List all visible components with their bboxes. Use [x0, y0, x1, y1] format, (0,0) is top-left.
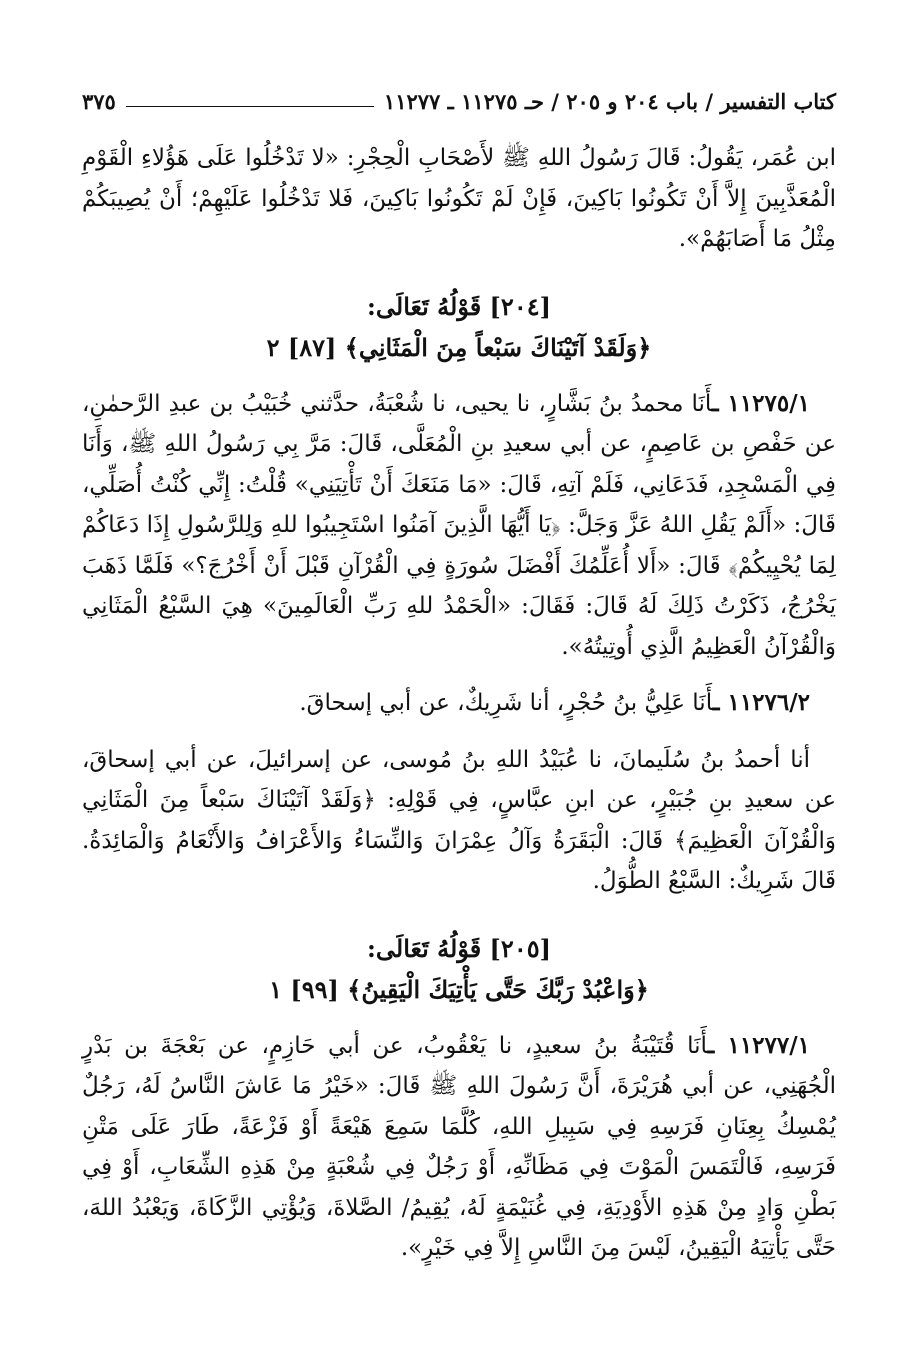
- hadith-11277-text: أَنَا قُتَيْبَةُ بنُ سعيدٍ، نا يَعْقُوبُ، عن أبي حَازِمٍ، عن بَعْجَةَ بن بَدْرٍ الْجُهَنِي، عن أبي هُرَيْرَةَ، أَنَّ رَسُولَ اللهِ ﷺ قَالَ: «خَيْرُ مَا عَاشَ النَّاسُ لَهُ، رَجُلٌ يُمْسِكُ بِعِنَانِ فَرَسِهِ فِي سَبِيلِ اللهِ، كُلَّمَا سَمِعَ هَيْعَةً أَوْ فَزْعَةً، طَارَ عَلَى مَتْنِ فَرَسِهِ، فَالْتَمَسَ الْمَوْتَ فِي مَظَانِّهِ، أَوْ رَجُلٌ فِي شُعْبَةٍ مِنْ هَذِهِ الشِّعَابِ، أَوْ فِي بَطْنِ وَادٍ مِنْ هَذِهِ الأَوْدِيَةِ، فِي غُنَيْمَةٍ لَهُ، يُقِيمُ/ الصَّلاةَ، وَيُؤْتِي الزَّكَاةَ، وَيَعْبُدُ اللهَ، حَتَّى يَأْتِيَهُ الْيَقِينُ، لَيْسَ مِنَ النَّاسِ إِلاَّ فِي خَيْرٍ».: [82, 1032, 836, 1261]
- intro-paragraph: ابن عُمَر، يَقُولُ: قَالَ رَسُولُ اللهِ ﷺ لأَصْحَابِ الْحِجْرِ: «لا تَدْخُلُوا عَلَى هَؤُلاءِ الْقَوْمِ الْمُعَذَّبِينَ إِلاَّ أَنْ تَكُونُوا بَاكِينَ، فَإِنْ لَمْ تَكُونُوا بَاكِينَ، فَلا تَدْخُلُوا عَلَيْهِمْ؛ أَنْ يُصِيبَكُمْ مِثْلُ مَا أَصَابَهُمْ».: [82, 145, 836, 252]
- hadith-11275-number: ١١٢٧٥/١ ـ: [711, 389, 810, 417]
- hadith-11276-second-chain: أنا أحمدُ بنُ سُلَيمانَ، نا عُبَيْدُ اللهِ بنُ مُوسى، عن إسرائيلَ، عن أبي إسحاقَ، عن سعيدِ بنِ جُبَيْرٍ، عن ابنِ عبَّاسٍ، فِي قَوْلِهِ: ﴿وَلَقَدْ آتَيْنَاكَ سَبْعاً مِنَ الْمَثَانِي وَالْقُرْآنَ الْعَظِيمَ﴾ قَالَ: الْبَقَرَةُ وَآلُ عِمْرَانَ وَالنِّسَاءُ وَالأَعْرَافُ وَالأَنْعَامُ وَالْمَائِدَةُ. قَالَ شَرِيكٌ: السَّبْعُ الطُّوَلُ.: [82, 746, 836, 894]
- hadith-11275-text: أَنَا محمدُ بنُ بَشَّارٍ، نا يحيى، نا شُعْبَةُ، حدَّثني خُبَيْبُ بن عبدِ الرَّحمٰنِ، عن حَفْصِ بن عَاصِمٍ، عن أبي سعيدِ بنِ الْمُعَلَّى، قَالَ: مَرَّ بِي رَسُولُ اللهِ ﷺ، وَأَنَا فِي الْمَسْجِدِ، فَدَعَانِي، فَلَمْ آتِهِ، قَالَ: «مَا مَنَعَكَ أَنْ تَأْتِيَنِي» قُلْتُ: إِنِّي كُنْتُ أُصَلِّي، قَالَ: «أَلَمْ يَقُلِ اللهُ عَزَّ وَجَلَّ: ﴿يَا أَيُّهَا الَّذِينَ آمَنُوا اسْتَجِيبُوا للهِ وَلِلرَّسُولِ إِذَا دَعَاكُمْ لِمَا يُحْيِيكُمْ﴾ قَالَ: «أَلا أُعَلِّمُكَ أَفْضَلَ سُورَةٍ فِي الْقُرْآنِ قَبْلَ أَنْ أَخْرُجَ؟» فَلَمَّا ذَهَبَ يَخْرُجُ، ذَكَرْتُ ذَلِكَ لَهُ قَالَ: فَقَالَ: «الْحَمْدُ للهِ رَبِّ الْعَالَمِينَ» هِيَ السَّبْعُ الْمَثَانِي وَالْقُرْآنُ الْعَظِيمُ الَّذِي أُوتِيتُهُ».: [82, 390, 836, 660]
- page-number: ٣٧٥: [82, 88, 116, 114]
- hadith-11277: [82, 1026, 836, 1269]
- section-204-verse: ﴿وَلَقَدْ آتَيْنَاكَ سَبْعاً مِنَ الْمَثَانِي﴾ [٨٧] ٢: [266, 332, 652, 362]
- section-205-heading: [٢٠٥] قَوْلُهُ تَعَالَى:: [367, 933, 551, 963]
- section-205-verse: ﴿وَاعْبُدْ رَبَّكَ حَتَّى يَأْتِيَكَ الْيَقِينُ﴾ [٩٩] ١: [269, 974, 649, 1004]
- header-title: كتاب التفسير / باب ٢٠٤ و ٢٠٥ / حـ ١١٢٧٥ ـ ١١٢٧٧: [383, 88, 836, 114]
- hadith-11277-number: ١١٢٧٧/١ ـ: [707, 1031, 810, 1059]
- running-header: [82, 84, 836, 118]
- section-204-heading: [٢٠٤] قَوْلُهُ تَعَالَى:: [367, 291, 551, 321]
- hadith-11276-text: أَنَا عَلِيُّ بنُ حُجْرٍ، أنا شَرِيكٌ، عن أبي إسحاقَ.: [299, 690, 713, 716]
- header-rule: [126, 106, 374, 107]
- hadith-11275: [82, 384, 836, 668]
- hadith-11276: [82, 683, 836, 724]
- hadith-11276-number: ١١٢٧٦/٢ ـ: [712, 689, 810, 716]
